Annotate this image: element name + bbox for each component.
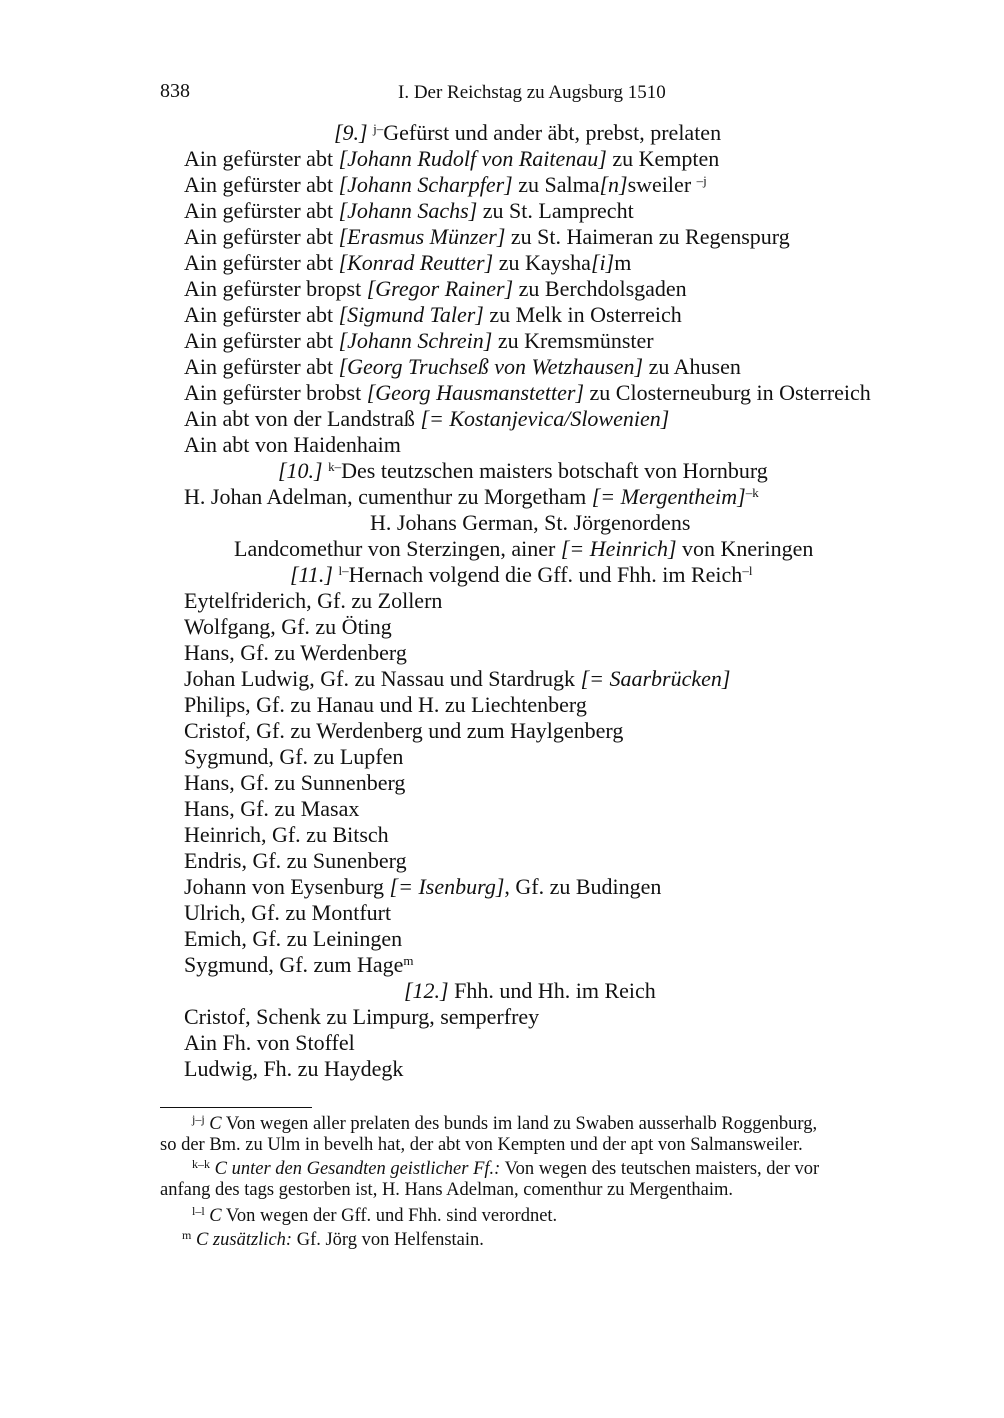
running-title: I. Der Reichstag zu Augsburg 1510 [398, 82, 666, 103]
list-item: Ain abt von der Landstraß [= Kostanjevica/Slowenien] [184, 406, 670, 431]
list-item: Ain gefürster abt [Johann Schrein] zu Kremsmünster [184, 328, 654, 353]
list-item: Ulrich, Gf. zu Montfurt [184, 900, 392, 925]
list-item: Ain gefürster abt [Sigmund Taler] zu Melk in Osterreich [184, 302, 682, 327]
footnote-m: $^m$ C zusätzlich: Gf. Jörg von Helfenstain. [182, 1228, 484, 1250]
footnote-ll: $^{l-l}$ C Von wegen der Gff. und Fhh. sind verordnet. [192, 1204, 558, 1226]
list-item: Ain gefürster abt [Konrad Reutter] zu Kaysha[i]m [184, 250, 632, 275]
list-item: Ain gefürster abt [Johann Scharpfer] zu Salma[n]sweiler $^{-j}$ [184, 172, 707, 197]
list-item: Johan Ludwig, Gf. zu Nassau und Stardrugk [= Saarbrücken] [184, 666, 731, 691]
list-item: Endris, Gf. zu Sunenberg [184, 848, 407, 873]
list-item: Wolfgang, Gf. zu Öting [184, 614, 392, 639]
footnote-separator [160, 1107, 312, 1108]
list-item: Johann von Eysenburg [= Isenburg], Gf. zu Budingen [184, 874, 662, 899]
page-header [160, 80, 908, 110]
list-item: Ain gefürster abt [Georg Truchseß von Wetzhausen] zu Ahusen [184, 354, 741, 379]
footnote-jj: $^{j-j}$ C Von wegen aller prelaten des bunds im land zu Swaben ausserhalb Roggenburg, so der Bm. zu Ulm in bevelh hat, der abt von Kempten und der apt von Salmansweiler. [160, 1112, 818, 1155]
list-item: H. Johan Adelman, cumenthur zu Morgetham [= Mergentheim]$^{-k}$ [184, 484, 759, 509]
list-item: Ain abt von Haidenhaim [184, 432, 401, 457]
list-item: Landcomethur von Sterzingen, ainer [= Heinrich] von Kneringen [234, 536, 814, 561]
list-item: Sygmund, Gf. zum Hage$^m$ [184, 952, 414, 977]
list-item: Cristof, Schenk zu Limpurg, semperfrey [184, 1004, 540, 1029]
list-item: Emich, Gf. zu Leiningen [184, 926, 403, 951]
section-heading-12: [12.] Fhh. und Hh. im Reich [404, 978, 656, 1003]
list-item: Hans, Gf. zu Sunnenberg [184, 770, 406, 795]
list-item: Heinrich, Gf. zu Bitsch [184, 822, 389, 847]
section-heading-9: [9.] $^{j-}$Gefürst und ander äbt, prebst, prelaten [334, 120, 722, 145]
list-item: Hans, Gf. zu Masax [184, 796, 360, 821]
list-item: Philips, Gf. zu Hanau und H. zu Liechtenberg [184, 692, 587, 717]
list-item: Ain gefürster abt [Johann Rudolf von Raitenau] zu Kempten [184, 146, 720, 171]
list-item: Ain gefürster bropst [Gregor Rainer] zu Berchdolsgaden [184, 276, 687, 301]
list-item: Ain gefürster abt [Johann Sachs] zu St. Lamprecht [184, 198, 634, 223]
list-item: Sygmund, Gf. zu Lupfen [184, 744, 404, 769]
page-number: 838 [160, 80, 190, 102]
section-heading-11: [11.] $^{l-}$Hernach volgend die Gff. und Fhh. im Reich$^{-l}$ [290, 562, 753, 587]
list-item: Eytelfriderich, Gf. zu Zollern [184, 588, 443, 613]
list-item: Ain Fh. von Stoffel [184, 1030, 355, 1055]
footnote-kk: $^{k-k}$ C unter den Gesandten geistlicher Ff.: Von wegen des teutschen maisters, der vor anfang des tags gestorben ist, H. Hans Adelman, comenthur zu Mergenthaim. [160, 1157, 820, 1200]
list-item: Ludwig, Fh. zu Haydegk [184, 1056, 404, 1081]
list-item: Cristof, Gf. zu Werdenberg und zum Haylgenberg [184, 718, 624, 743]
list-item: Ain gefürster abt [Erasmus Münzer] zu St. Haimeran zu Regenspurg [184, 224, 790, 249]
list-item: Ain gefürster brobst [Georg Hausmanstetter] zu Closterneuburg in Osterreich [184, 380, 871, 405]
list-item: H. Johans German, St. Jörgenordens [370, 510, 691, 535]
section-heading-10: [10.] $^{k-}$Des teutzschen maisters botschaft von Hornburg [278, 458, 768, 483]
list-item: Hans, Gf. zu Werdenberg [184, 640, 407, 665]
